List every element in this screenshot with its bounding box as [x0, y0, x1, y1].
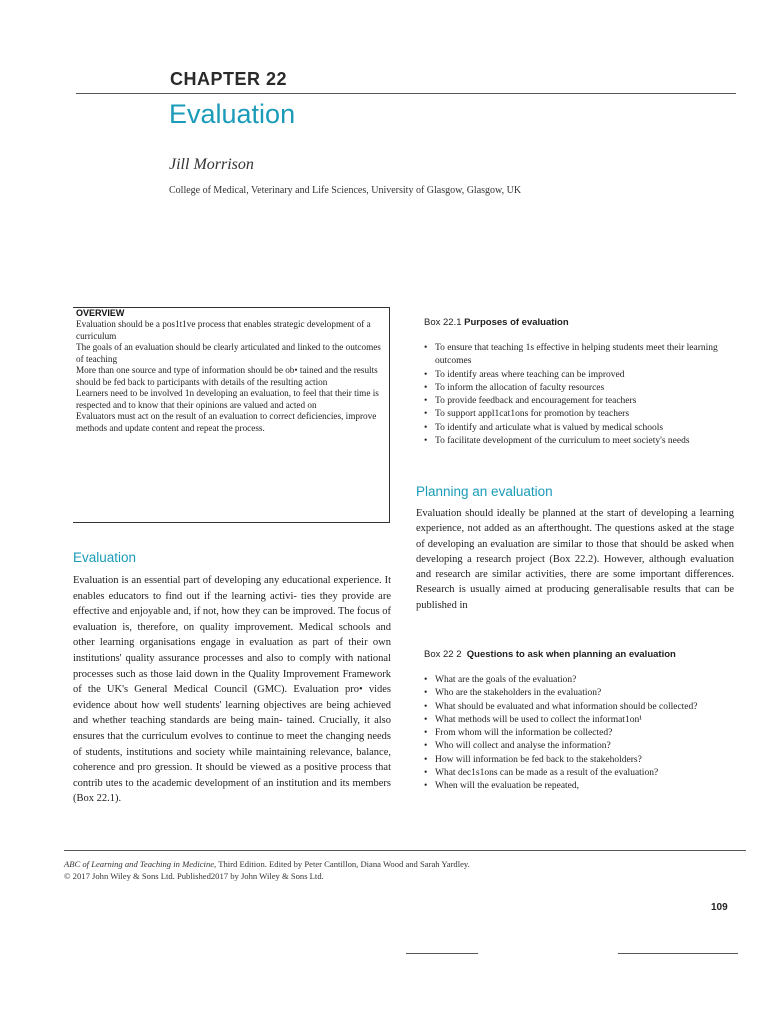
evaluation-body [73, 573, 391, 807]
author-affiliation: College of Medical, Veterinary and Life Sciences, University of Glasgow, Glasgow, UK [169, 185, 522, 196]
box2-item: • From whom will the information be collected? [424, 727, 720, 740]
overview-item: Evaluation should be a pos1t1ve process that enables strategic development of a curriculum [76, 319, 371, 341]
evaluation-paragraph: Evaluation is an essential part of developing any educational experience. It enables educators to find out if the learning activi- ties they provide are effective and enjoyable and, if not, how they can be improved. The focus of evaluation is, therefore, on quality improvement. Medical schools and other learning organisations engage in evaluation as part of their own institutions' quality assurance processes and also to comply with national processes such as those laid down in the Quality Improvement Framework of the UK's General Medical Council (GMC). Evaluation pro• vides evidence about how well students' learning objectives are being achieved and whether teaching standards are being main- tained. Crucially, it also ensures that the curriculum evolves to continue to meet the changing needs of students, institutions and society while maintaining relevance, balance, coherence and pro gression. It should be viewed as a positive process that contrib utes to the academic development of an institution and its members (Box 22.1). [73, 575, 392, 805]
overview-item: The goals of an evaluation should be clearly articulated and linked to the outcomes of teaching [76, 342, 381, 364]
header-rule [76, 93, 736, 94]
box2-item: • Who will collect and analyse the information? [424, 740, 720, 753]
box1-item: • To support appl1cat1ons for promotion by teachers [424, 408, 736, 421]
box1-item: • To ensure that teaching 1s effective in helping students meet their learning outcomes [424, 342, 736, 369]
footer-copyright: © 2017 John Wiley & Sons Ltd. Published2017 by John Wiley & Sons Ltd. [64, 871, 324, 882]
author-name: Jill Morrison [169, 156, 254, 173]
bottom-rule-right [618, 953, 738, 954]
box2-item: • What dec1s1ons can be made as a result of the evaluation? [424, 767, 720, 780]
planning-heading: Planning an evaluation [416, 484, 553, 499]
footer-book-line [64, 858, 470, 870]
chapter-title: Evaluation [169, 99, 296, 129]
footer-citation [64, 858, 470, 883]
box2-title: Questions to ask when planning an evaluation [466, 649, 676, 660]
box2-item: • When will the evaluation be repeated, [424, 780, 720, 793]
planning-paragraph: Evaluation should ideally be planned at the start of developing a learning experience, not added as an afterthought. The questions asked at the stage of developing an evaluation are similar to those that should be asked when developing a research project (Box 22.2). However, although evaluation and research are similar activities, there are some important differences. Research is usually aimed at producing generalisable results that can be published in [416, 508, 734, 611]
box2-item: • Who are the stakeholders in the evaluation? [424, 687, 720, 700]
box2-item: • What methods will be used to collect the informat1on¹ [424, 714, 720, 727]
box2-label: Box 22 2 [424, 649, 462, 660]
overview-box [73, 307, 390, 523]
box2-item: • What should be evaluated and what information should be collected? [424, 701, 720, 714]
footer-rule [64, 850, 746, 851]
overview-item: More than one source and type of information should be ob• tained and the results should be fed back to participants with details of the resulting action [76, 365, 378, 387]
evaluation-heading: Evaluation [73, 550, 137, 565]
chapter-label: CHAPTER 22 [170, 69, 288, 89]
overview-list [76, 319, 386, 434]
page-number: 109 [711, 902, 728, 913]
box1-label: Box 22.1 [424, 317, 462, 328]
footer-book-title: ABC of Learning and Teaching in Medicine, [64, 859, 217, 869]
box2-item: • How will information be fed back to the stakeholders? [424, 754, 720, 767]
box1-title: Purposes of evaluation [464, 317, 569, 328]
box1-item: • To identify and articulate what is valued by medical schools [424, 422, 736, 435]
box2-heading [424, 649, 676, 660]
footer-book-editors: Third Edition. Edited by Peter Cantillon, Diana Wood and Sarah Yardley. [216, 859, 470, 869]
box1-heading [424, 317, 569, 328]
box1-item: • To provide feedback and encouragement for teachers [424, 395, 736, 408]
overview-item: Evaluators must act on the result of an evaluation to correct deficiencies, improve methods and update content and repeat the process. [76, 411, 377, 433]
box1-item: • To facilitate development of the curriculum to meet society's needs [424, 435, 736, 448]
box2-item: • What are the goals of the evaluation? [424, 674, 720, 687]
box1-item: • To inform the allocation of faculty resources [424, 382, 736, 395]
box2-list [424, 674, 720, 794]
box1-list [424, 342, 736, 448]
overview-item: Learners need to be involved 1n developing an evaluation, to feel that their time is respected and to know that their opinions are valued and acted on [76, 388, 379, 410]
overview-heading: OVERVIEW [76, 308, 125, 318]
bottom-rule-left [406, 953, 478, 954]
planning-body [416, 506, 734, 613]
box1-item: • To identify areas where teaching can be improved [424, 369, 736, 382]
